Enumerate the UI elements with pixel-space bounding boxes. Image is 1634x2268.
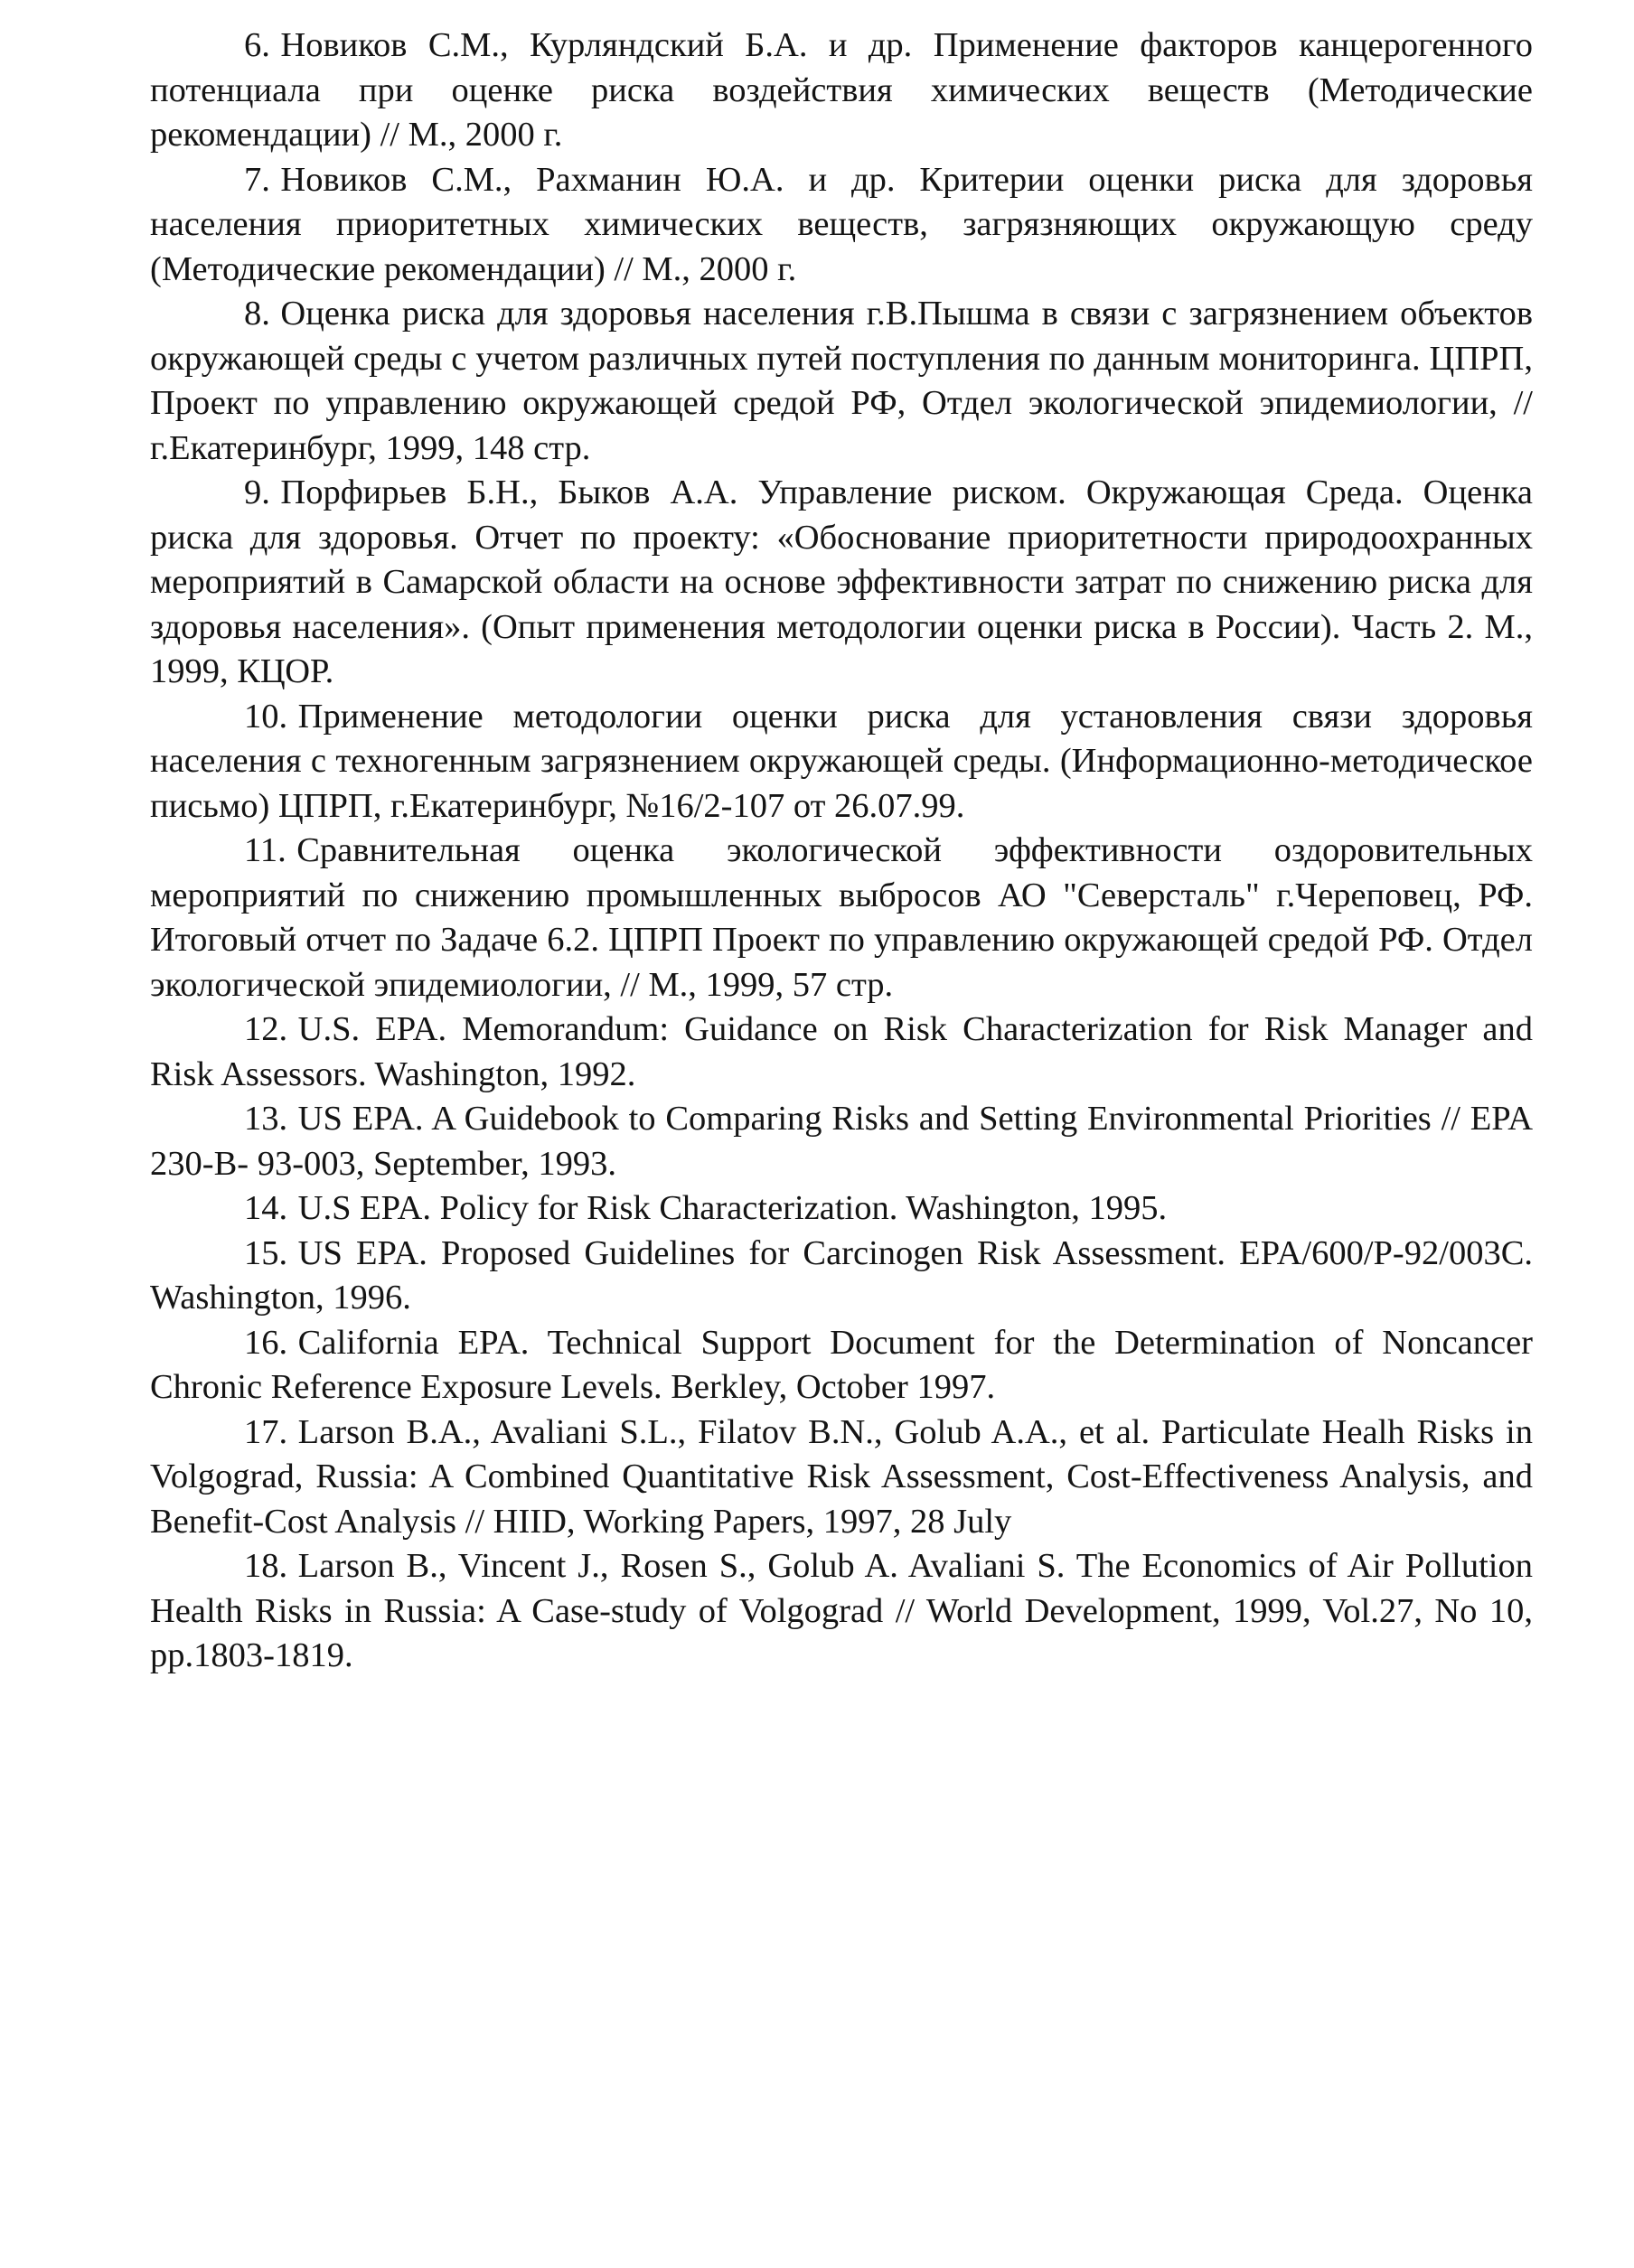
reference-text: Применение методологии оценки риска для установления связи здоровья населения с техногенным загрязнением окружающей среды. (Информационно-методическое письмо) ЦПРП, г.Екатеринбург, №16/2-107 от 26.07.99. <box>150 697 1533 825</box>
reference-item-7 <box>150 158 1533 293</box>
reference-text: Larson B.A., Avaliani S.L., Filatov B.N., Golub A.A., et al. Particulate Healh Risks in Volgograd, Russia: A Combined Quantitative Risk Assessment, Cost-Effectiveness Analysis, and Benefit-Cost Analysis // HIID, Working Papers, 1997, 28 July <box>150 1412 1533 1541</box>
reference-number: 7. <box>244 160 270 199</box>
reference-text: U.S. EPA. Memorandum: Guidance on Risk Characterization for Risk Manager and Risk Assessors. Washington, 1992. <box>150 1010 1533 1093</box>
reference-text: Оценка риска для здоровья населения г.В.Пышма в связи с загрязнением объектов окружающей среды с учетом различных путей поступления по данным мониторинга. ЦПРП, Проект по управлению окружающей средой РФ, Отдел экологической эпидемиологии, // г.Екатеринбург, 1999, 148 стр. <box>150 295 1533 467</box>
reference-number: 6. <box>244 26 270 64</box>
reference-number: 13. <box>244 1100 288 1138</box>
reference-number: 17. <box>244 1412 288 1451</box>
reference-text: Новиков С.М., Рахманин Ю.А. и др. Критерии оценки риска для здоровья населения приоритетных химических веществ, загрязняющих окружающую среду (Методические рекомендации) // М., 2000 г. <box>150 160 1533 288</box>
reference-number: 14. <box>244 1189 288 1227</box>
reference-item-6 <box>150 23 1533 158</box>
reference-text: U.S EPA. Policy for Risk Characterization. Washington, 1995. <box>297 1189 1168 1227</box>
reference-number: 15. <box>244 1233 288 1272</box>
reference-item-13 <box>150 1097 1533 1186</box>
reference-item-10 <box>150 695 1533 829</box>
reference-text: California EPA. Technical Support Document for the Determination of Noncancer Chronic Reference Exposure Levels. Berkley, October 1997. <box>150 1323 1533 1406</box>
reference-number: 10. <box>244 697 288 736</box>
reference-item-12 <box>150 1007 1533 1097</box>
reference-item-9 <box>150 471 1533 695</box>
reference-item-15 <box>150 1232 1533 1321</box>
reference-list <box>150 23 1533 1679</box>
reference-item-17 <box>150 1410 1533 1545</box>
reference-item-8 <box>150 292 1533 471</box>
reference-text: US EPA. Proposed Guidelines for Carcinogen Risk Assessment. EPA/600/P-92/003C. Washington, 1996. <box>150 1233 1533 1317</box>
reference-number: 8. <box>244 295 270 333</box>
reference-item-14 <box>150 1186 1533 1232</box>
reference-number: 18. <box>244 1547 288 1585</box>
reference-number: 16. <box>244 1323 288 1362</box>
reference-number: 12. <box>244 1010 288 1048</box>
reference-item-16 <box>150 1321 1533 1410</box>
reference-item-18 <box>150 1544 1533 1679</box>
reference-text: Новиков С.М., Курляндский Б.А. и др. Применение факторов канцерогенного потенциала при оценке риска воздействия химических веществ (Методические рекомендации) // М., 2000 г. <box>150 26 1533 154</box>
reference-text: Larson B., Vincent J., Rosen S., Golub A. Avaliani S. The Economics of Air Pollution Health Risks in Russia: A Case-study of Volgograd // World Development, 1999, Vol.27, No 10, pp.1803-1819. <box>150 1547 1533 1674</box>
reference-text: Порфирьев Б.Н., Быков А.А. Управление риском. Окружающая Среда. Оценка риска для здоровья. Отчет по проекту: «Обоснование приоритетности природоохранных мероприятий в Самарской области на основе эффективности затрат по снижению риска для здоровья населения». (Опыт применения методологии оценки риска в России). Часть 2. М., 1999, КЦОР. <box>150 473 1533 690</box>
reference-text: Сравнительная оценка экологической эффективности оздоровительных мероприятий по снижению промышленных выбросов АО "Северсталь" г.Череповец, РФ. Итоговый отчет по Задаче 6.2. ЦПРП Проект по управлению окружающей средой РФ. Отдел экологической эпидемиологии, // М., 1999, 57 стр. <box>150 831 1533 1004</box>
reference-number: 9. <box>244 473 270 511</box>
reference-item-11 <box>150 829 1533 1007</box>
reference-number: 11. <box>244 831 286 869</box>
reference-text: US EPA. A Guidebook to Comparing Risks and Setting Environmental Priorities // EPA 230-B- 93-003, September, 1993. <box>150 1100 1533 1183</box>
